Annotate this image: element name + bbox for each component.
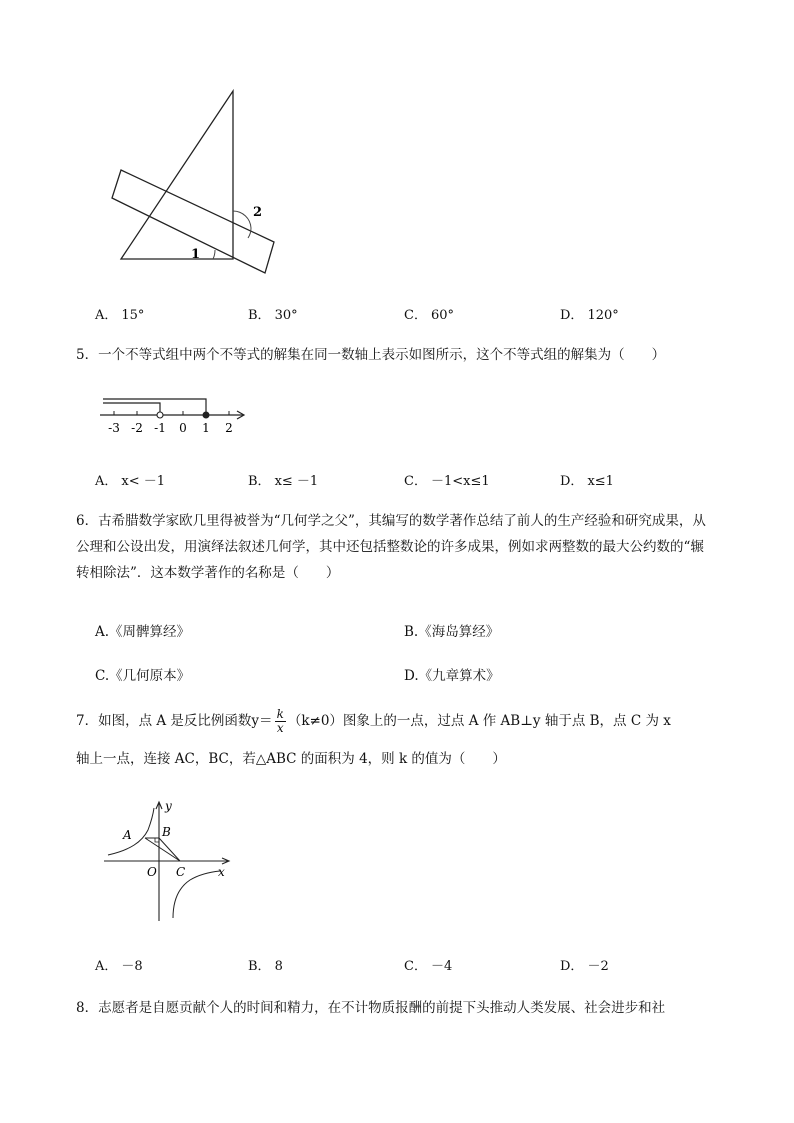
- question-body-start: 如图，点 A 是反比例函数y＝: [98, 713, 273, 729]
- q7-question-line2: [76, 746, 726, 772]
- point-b-label: B: [162, 825, 171, 839]
- option-text: 8: [274, 959, 283, 974]
- option-text: 30°: [274, 308, 298, 323]
- question-body: 志愿者是自愿贡献个人的时间和精力，在不计物质报酬的前提下头推动人类发展、社会进步和社: [98, 1000, 666, 1016]
- q6-option-c[interactable]: [95, 664, 190, 684]
- q4-triangle-ruler-figure: [100, 85, 290, 275]
- q4-option-a[interactable]: [95, 304, 144, 323]
- q7-option-d[interactable]: [560, 955, 609, 974]
- option-text: 60°: [430, 308, 454, 323]
- option-label: D．: [560, 308, 584, 323]
- option-label: C.: [95, 668, 110, 684]
- option-label: B.: [404, 624, 419, 640]
- option-text: －4: [430, 959, 453, 974]
- question-body-line2: 轴上一点，连接 AC，BC，若△ABC 的面积为 4，则 k 的值为（ ）: [76, 751, 506, 767]
- option-text: x< －1: [121, 474, 166, 489]
- point-c-label: C: [176, 865, 186, 879]
- option-label: A．: [95, 474, 118, 489]
- question-body: 古希腊数学家欧几里得被誉为“几何学之父”，其编写的数学著作总结了前人的生产经验和研究成果，从公理和公设出发，用演绎法叙述几何学，其中还包括整数论的许多成果，例如求两整数的最大公约数的“辗转相除法”．这本数学著作的名称是（ ）: [76, 513, 706, 581]
- q6-option-d[interactable]: [404, 664, 500, 684]
- q5-question-text: [76, 342, 726, 368]
- option-text: x≤ －1: [274, 474, 319, 489]
- open-circle-minus-one: [157, 412, 163, 418]
- q5-option-d[interactable]: [560, 470, 614, 489]
- option-label: B．: [248, 959, 271, 974]
- tick-label: 2: [225, 421, 233, 435]
- option-label: C．: [404, 959, 427, 974]
- fraction-denominator: x: [276, 721, 284, 735]
- option-label: D．: [560, 474, 584, 489]
- y-axis-label: y: [165, 800, 172, 813]
- option-text: 《周髀算经》: [109, 624, 191, 640]
- origin-label: O: [147, 865, 157, 879]
- q6-option-a[interactable]: [95, 620, 190, 640]
- q5-option-b[interactable]: [248, 470, 318, 489]
- triangle-shape: [121, 91, 233, 259]
- question-body-end: （k≠0）图象上的一点，过点 A 作 AB⊥y 轴于点 B，点 C 为 x: [287, 713, 671, 729]
- option-label: A.: [95, 624, 110, 640]
- x-axis-label: x: [218, 865, 225, 879]
- q5-number-line-figure: [95, 393, 255, 438]
- angle-1-label: 1: [191, 247, 201, 262]
- option-text: 《海岛算经》: [418, 624, 500, 640]
- option-text: 120°: [587, 308, 619, 323]
- q5-option-a[interactable]: [95, 470, 165, 489]
- q7-hyperbola-figure: [100, 800, 235, 925]
- option-label: A．: [95, 959, 118, 974]
- q6-question-text: [76, 508, 716, 586]
- angle-1-arc: [213, 250, 215, 259]
- question-number: 5．: [76, 347, 99, 363]
- question-body: 一个不等式组中两个不等式的解集在同一数轴上表示如图所示，这个不等式组的解集为（ ）: [98, 347, 666, 363]
- q4-option-c[interactable]: [404, 304, 454, 323]
- option-label: A．: [95, 308, 118, 323]
- q4-option-d[interactable]: [560, 304, 619, 323]
- fraction-numerator: k: [276, 707, 284, 721]
- option-text: －2: [587, 959, 609, 974]
- tick-label: -2: [131, 421, 143, 435]
- option-text: －1<x≤1: [430, 474, 490, 489]
- option-text: －8: [121, 959, 143, 974]
- question-number: 7．: [76, 713, 99, 729]
- option-text: x≤1: [587, 474, 614, 489]
- option-label: D.: [404, 668, 419, 684]
- question-number: 6．: [76, 513, 99, 529]
- q4-option-b[interactable]: [248, 304, 298, 323]
- closed-circle-one: [203, 412, 209, 418]
- option-text: 15°: [121, 308, 145, 323]
- option-label: C．: [404, 308, 427, 323]
- point-a-label: A: [123, 828, 132, 842]
- q6-option-b[interactable]: [404, 620, 499, 640]
- q7-question-line1: [76, 708, 726, 735]
- question-number: 8．: [76, 1000, 99, 1016]
- option-label: B．: [248, 474, 271, 489]
- ray-to-minus-one: [103, 403, 160, 412]
- option-label: B．: [248, 308, 271, 323]
- tick-label: -1: [154, 421, 166, 435]
- tick-label: -3: [108, 421, 120, 435]
- option-text: 《几何原本》: [109, 668, 191, 684]
- option-label: C．: [404, 474, 427, 489]
- q7-option-c[interactable]: [404, 955, 452, 974]
- tick-label: 0: [179, 421, 187, 435]
- q7-option-a[interactable]: [95, 955, 143, 974]
- tick-label: 1: [202, 421, 210, 435]
- q5-option-c[interactable]: [404, 470, 490, 489]
- k-over-x-fraction: [275, 708, 286, 735]
- option-text: 《九章算术》: [418, 668, 500, 684]
- option-label: D．: [560, 959, 584, 974]
- q7-option-b[interactable]: [248, 955, 283, 974]
- ray-to-one: [103, 399, 206, 412]
- q8-question-text: [76, 995, 736, 1021]
- angle-2-label: 2: [253, 205, 263, 220]
